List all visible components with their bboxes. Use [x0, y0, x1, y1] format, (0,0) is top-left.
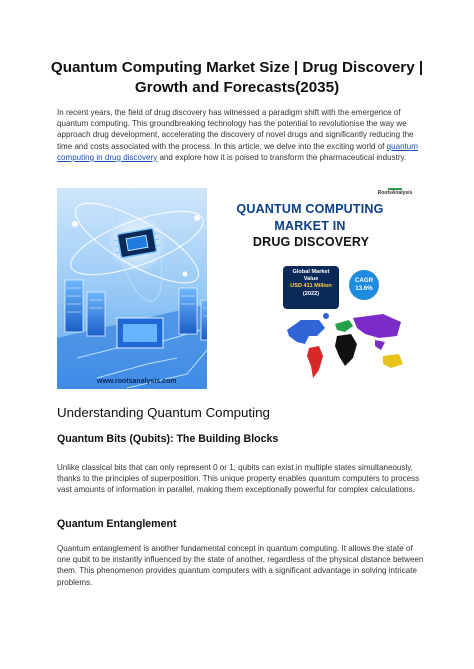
- market-value-label-1: Global Market: [292, 269, 330, 275]
- world-map-illustration: [279, 306, 411, 386]
- banner-title-line-1: QUANTUM COMPUTING: [236, 202, 384, 216]
- intro-paragraph: [57, 107, 427, 163]
- section-heading-understanding: Understanding Quantum Computing: [57, 405, 270, 420]
- market-value-amount: USD 411 Million: [290, 283, 332, 290]
- banner-title-line-2: MARKET IN: [274, 219, 346, 233]
- cagr-badge: [349, 270, 379, 300]
- market-value-label-2: Value: [303, 276, 319, 283]
- brand-name: RootsAnalysis: [377, 190, 413, 196]
- entanglement-paragraph: Quantum entanglement is another fundamental concept in quantum computing. It allows the state of one qubit to be instantly influenced by the state of another, regardless of the physical distance between them. This phenomenon provides quantum computers with a significant advantage in solving intricate problems.: [57, 544, 424, 587]
- qubits-paragraph: Unlike classical bits that can only represent 0 or 1, qubits can exist in multiple states simultaneously, thanks to the principles of superposition. This unique property enables quantum computers to process vast amounts of information in parallel, making them exceptionally powerful for complex calculations.: [57, 463, 420, 495]
- cagr-value: 13.6%: [355, 285, 373, 292]
- intro-text-end: and explore how it is poised to transform the pharmaceutical industry.: [157, 152, 407, 162]
- page-title: Quantum Computing Market Size | Drug Discovery | Growth and Forecasts(2035): [50, 59, 424, 96]
- intro-text-start: In recent years, the field of drug discovery has witnessed a paradigm shift with the emergence of quantum computing. This groundbreaking technology has the potential to revolutionise the way we approach drug development, accelerating the discovery of novel drugs and significantly reducing the time and costs associated with the process. In this article, we delve into the exciting world of: [57, 108, 414, 151]
- cagr-label: CAGR: [354, 277, 374, 284]
- banner-title-line-3: DRUG DISCOVERY: [252, 235, 370, 249]
- subheading-qubits: Quantum Bits (Qubits): The Building Blocks: [57, 433, 279, 445]
- subheading-entanglement: Quantum Entanglement: [57, 518, 177, 530]
- infographic-banner: [57, 188, 415, 389]
- market-value-box: [283, 266, 339, 309]
- quantum-computing-drug-discovery-link[interactable]: quantum computing in drug discovery: [57, 141, 418, 162]
- website-url: www.rootsanalysis.com: [97, 378, 177, 385]
- market-value-year: (2022): [302, 290, 320, 297]
